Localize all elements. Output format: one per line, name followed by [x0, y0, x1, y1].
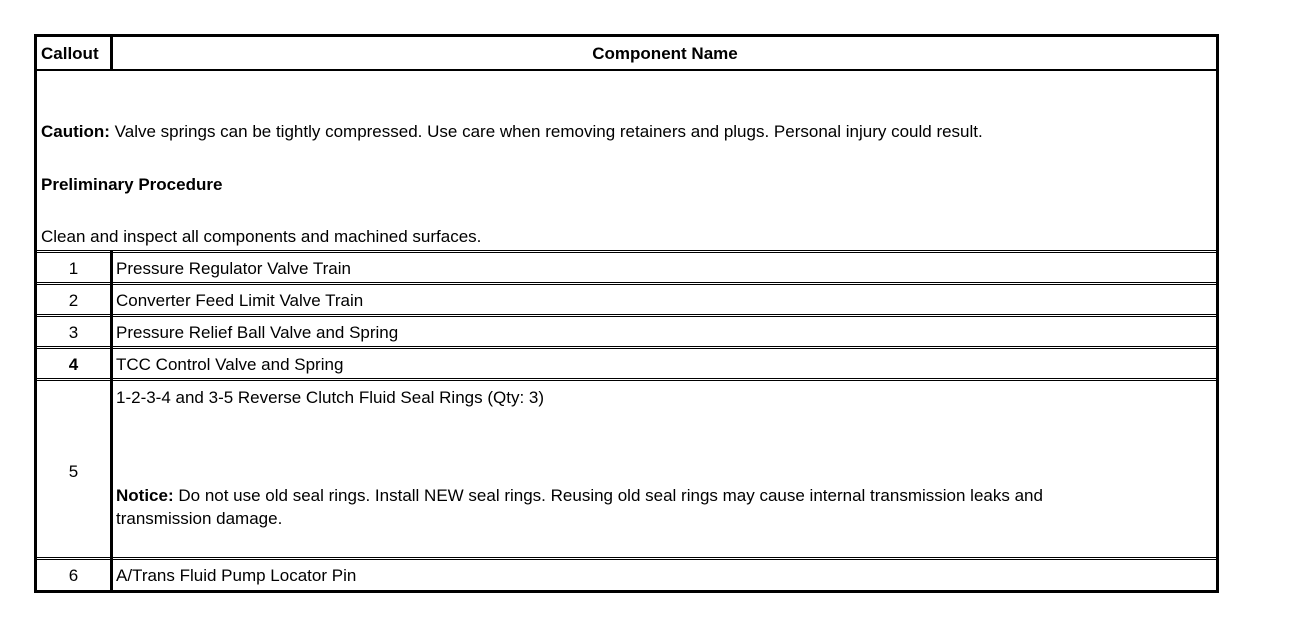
header-callout: Callout: [41, 44, 99, 63]
row-3-name: Pressure Relief Ball Valve and Spring: [116, 323, 399, 342]
row-1-top-rule: [37, 250, 1216, 253]
caution-line: [41, 121, 983, 143]
row-4-callout: 4: [68, 355, 79, 374]
row-5-callout: 5: [68, 462, 79, 481]
row-6-callout: 6: [68, 566, 79, 585]
row-3-top-rule: [37, 314, 1216, 317]
caution-text: Valve springs can be tightly compressed. Use care when removing retainers and plugs. Personal injury could result.: [114, 122, 983, 141]
row-5-notice-line1: [116, 485, 1043, 507]
preliminary-heading: Preliminary Procedure: [41, 175, 223, 194]
notice-text-line1: Do not use old seal rings. Install NEW seal rings. Reusing old seal rings may cause internal transmission leaks and: [178, 486, 1043, 505]
row-6-top-rule: [37, 557, 1216, 560]
row-4-top-rule: [37, 346, 1216, 349]
row-1-callout: 1: [68, 259, 79, 278]
row-2-name: Converter Feed Limit Valve Train: [116, 291, 364, 310]
row-2-callout: 2: [68, 291, 79, 310]
row-3-callout: 3: [68, 323, 79, 342]
row-1-name: Pressure Regulator Valve Train: [116, 259, 351, 278]
row-6-name: A/Trans Fluid Pump Locator Pin: [116, 566, 357, 585]
row-5-name: 1-2-3-4 and 3-5 Reverse Clutch Fluid Seal Rings (Qty: 3): [116, 388, 545, 407]
header-divider: [110, 37, 113, 70]
row-5-notice-line2: transmission damage.: [116, 509, 283, 528]
header-bottom-rule: [37, 69, 1216, 71]
row-5-top-rule: [37, 378, 1216, 381]
notice-label: Notice:: [116, 486, 174, 505]
caution-label: Caution:: [41, 122, 110, 141]
component-table: [34, 34, 1219, 593]
preliminary-text: Clean and inspect all components and machined surfaces.: [41, 227, 482, 246]
row-4-name: TCC Control Valve and Spring: [116, 355, 344, 374]
rows-divider: [110, 250, 113, 590]
row-2-top-rule: [37, 282, 1216, 285]
header-component-name: Component Name: [592, 44, 738, 63]
